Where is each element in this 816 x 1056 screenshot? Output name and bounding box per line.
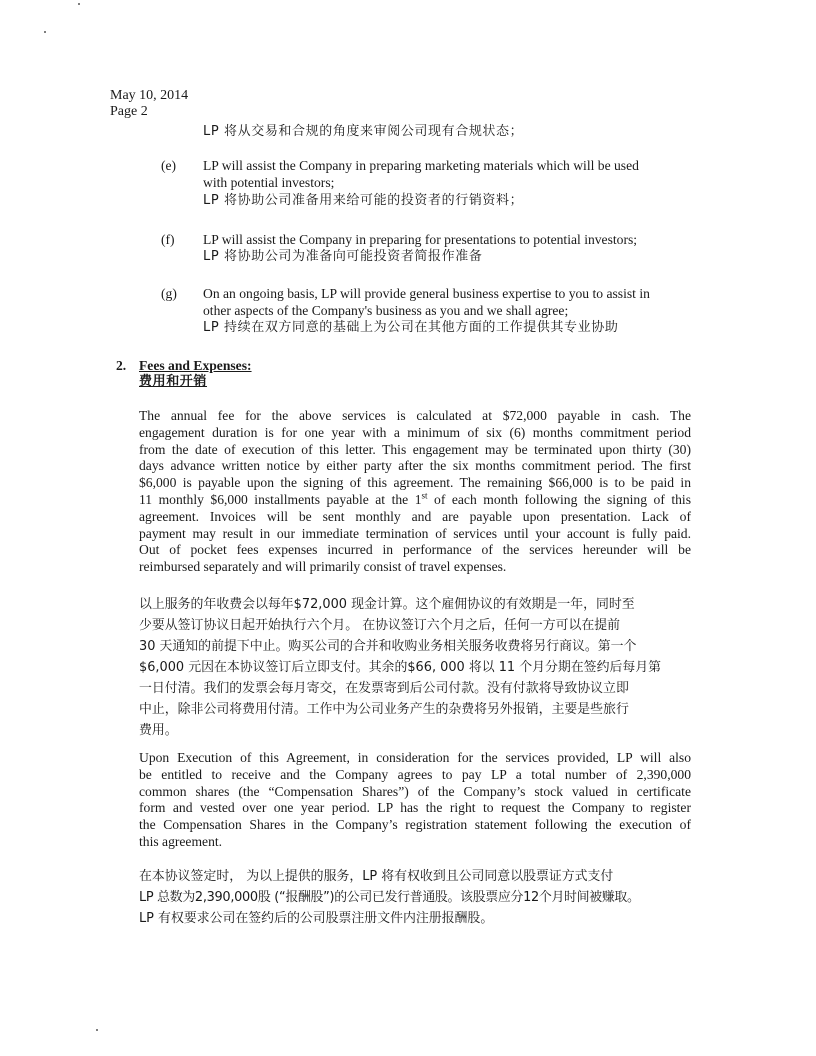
paragraph-line: 费用。 (139, 723, 178, 738)
item-f-label: (f) (161, 232, 175, 247)
section-title-chinese: 费用和开销 (139, 374, 208, 389)
shares-paragraph-english (139, 750, 691, 851)
page-number: Page 2 (110, 104, 148, 119)
paragraph-line (139, 492, 691, 509)
item-e-chinese: LP 将协助公司准备用来给可能的投资者的行销资料； (203, 193, 524, 208)
fees-paragraph-chinese (139, 594, 699, 741)
paragraph-line: The annual fee for the above services is calculated at $72,000 payable in cash. The (139, 408, 691, 423)
superscript: st (421, 490, 428, 501)
paragraph-line: 中止，除非公司将费用付清。工作中为公司业务产生的杂费将另外报销，主要是些旅行 (139, 702, 629, 717)
paragraph-line: payment may result in our immediate termination of services until your account is fully paid. (139, 525, 691, 541)
paragraph-line: 一日付清。我们的发票会每月寄交，在发票寄到后公司付款。没有付款将导致协议立即 (139, 681, 629, 696)
paragraph-line: 30 天通知的前提下中止。购买公司的合并和收购业务相关服务收费将另行商议。第一个 (139, 639, 637, 654)
paragraph-line: this agreement. (139, 833, 223, 849)
paragraph-line: be entitled to receive and the Company agrees to pay LP a total number of 2,390,000 (139, 766, 691, 782)
item-g-english-line1: On an ongoing basis, LP will provide general business expertise to you to assist in (203, 286, 650, 301)
paragraph-line: common shares (the “Compensation Shares”) of the Company’s stock valued in certificate (139, 783, 691, 799)
scan-speck (44, 31, 46, 33)
paragraph-line: 少要从签订协议日起开始执行六个月。 在协议签订六个月之后，任何一方可以在提前 (139, 618, 621, 633)
item-g-english-line2: other aspects of the Company's business as you and we shall agree; (203, 303, 569, 318)
item-g-chinese: LP 持续在双方同意的基础上为公司在其他方面的工作提供其专业协助 (203, 320, 619, 335)
paragraph-line: engagement duration is for one year with a minimum of six (6) months commitment period (139, 424, 691, 440)
item-d-chinese: LP 将从交易和合规的角度来审阅公司现有合规状态； (203, 124, 524, 139)
paragraph-line: reimbursed separately and will primarily consist of travel expenses. (139, 559, 507, 575)
section-title-english: Fees and Expenses: (139, 358, 252, 373)
line-text: of each month following the signing of this (427, 491, 691, 507)
item-e-english-line2: with potential investors; (203, 175, 335, 190)
item-e-english-line1: LP will assist the Company in preparing marketing materials which will be used (203, 158, 639, 173)
scan-speck (96, 1029, 98, 1031)
paragraph-line: days advance written notice by either party after the six months commitment period. The first (139, 458, 691, 474)
item-f-chinese: LP 将协助公司为准备向可能投资者简报作准备 (203, 249, 483, 264)
paragraph-line: LP 有权要求公司在签约后的公司股票注册文件内注册报酬股。 (139, 911, 494, 926)
section-number: 2. (116, 358, 127, 373)
paragraph-line: Upon Execution of this Agreement, in consideration for the services provided, LP will also (139, 750, 691, 765)
paragraph-line: Out of pocket fees expenses incurred in performance of the services hereunder will be (139, 542, 691, 558)
paragraph-line: form and vested over one year period. LP has the right to request the Company to register (139, 800, 691, 816)
paragraph-line: LP 总数为2,390,000股 (“报酬股”)的公司已发行普通股。该股票应分12个月时间被赚取。 (139, 890, 640, 905)
paragraph-line: from the date of execution of this letter. This engagement may be terminated upon thirty (30) (139, 441, 691, 457)
scan-speck (78, 3, 80, 5)
paragraph-line: $6,000 is payable upon the signing of this agreement. The remaining $66,000 is to be paid in (139, 475, 691, 491)
paragraph-line: 在本协议签定时， 为以上提供的服务，LP 将有权收到且公司同意以股票证方式支付 (139, 869, 614, 884)
paragraph-line: agreement. Invoices will be sent monthly and are payable upon presentation. Lack of (139, 508, 691, 524)
paragraph-line: $6,000 元因在本协议签订后立即支付。其余的$66, 000 将以 11 个月分期在签约后每月第 (139, 660, 662, 675)
item-f-english: LP will assist the Company in preparing for presentations to potential investors; (203, 232, 638, 247)
paragraph-line: 以上服务的年收费会以每年$72,000 现金计算。这个雇佣协议的有效期是一年，同时至 (139, 597, 635, 612)
item-e-label: (e) (161, 158, 177, 173)
paragraph-line: the Compensation Shares in the Company’s registration statement following the execution of (139, 817, 691, 833)
letter-date: May 10, 2014 (110, 88, 189, 103)
shares-paragraph-chinese (139, 866, 709, 929)
line-text: 11 monthly $6,000 installments payable at the 1 (139, 491, 422, 507)
fees-paragraph-english (139, 408, 691, 576)
item-g-label: (g) (161, 286, 177, 301)
